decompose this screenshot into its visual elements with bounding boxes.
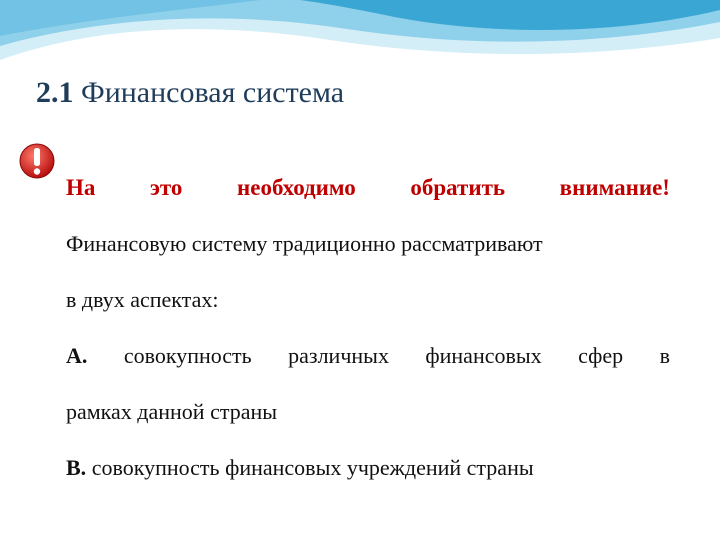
item-a-word: сфер	[578, 343, 624, 368]
item-b-label: В.	[66, 455, 87, 480]
attention-word: внимание!	[559, 175, 670, 200]
title-number: 2.1	[36, 76, 74, 109]
intro-line-2: в двух аспектах:	[66, 287, 219, 312]
item-b-text: совокупность финансовых учреждений страны	[91, 455, 534, 480]
item-a-word: финансовых	[425, 343, 542, 368]
attention-word: это	[149, 175, 183, 200]
attention-word: обратить	[410, 175, 506, 200]
item-b-line	[66, 448, 670, 504]
item-a-word: совокупность	[123, 343, 252, 368]
attention-line	[66, 168, 670, 224]
item-a-line-2: рамках данной страны	[66, 399, 278, 424]
item-a-label: А.	[66, 343, 88, 368]
exclamation-icon	[18, 142, 56, 180]
item-a-word: различных	[288, 343, 389, 368]
intro-line-1: Финансовую систему традиционно рассматривают	[66, 231, 543, 256]
header-wave-decoration	[0, 0, 720, 80]
attention-word: необходимо	[236, 175, 356, 200]
title-text: Финансовая система	[81, 76, 345, 109]
slide-body	[66, 168, 670, 504]
item-a-line-1	[66, 336, 670, 392]
attention-word: На	[66, 175, 96, 200]
slide-title	[36, 76, 344, 110]
item-a-word: в	[659, 343, 670, 368]
